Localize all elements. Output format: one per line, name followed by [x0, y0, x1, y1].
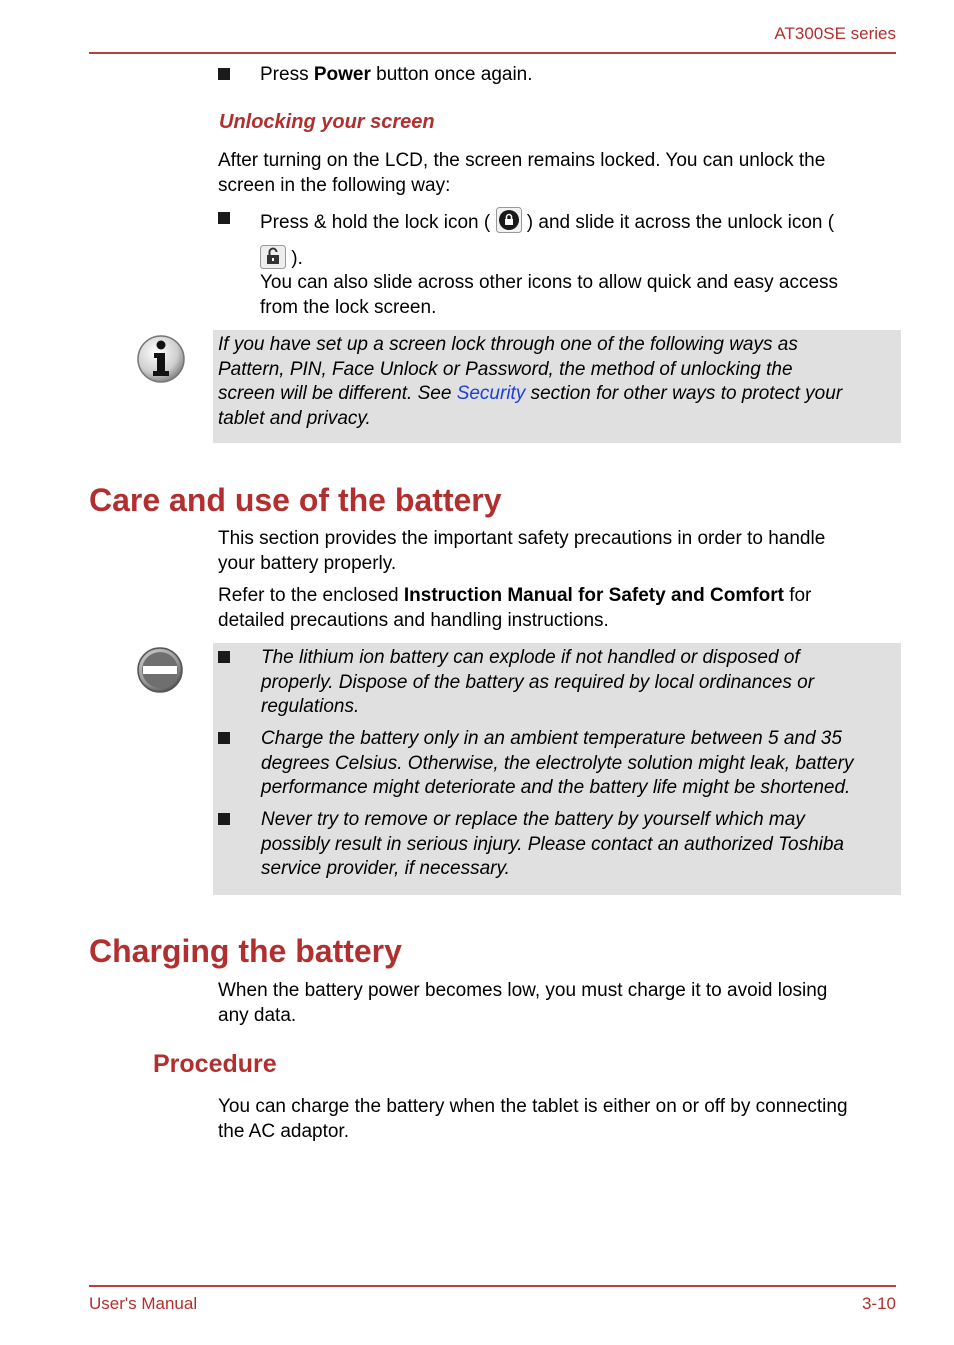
care-paragraph-2: [218, 584, 811, 633]
footer-manual: User's Manual: [89, 1294, 198, 1313]
charging-line: any data.: [218, 1004, 297, 1026]
warning-line: service provider, if necessary.: [261, 858, 510, 879]
info-note-line3-post: section for other ways to protect your: [525, 383, 843, 404]
care-p2-post: for: [783, 585, 812, 606]
lock-bullet-text: [260, 207, 900, 276]
power-bullet-post: button once again.: [370, 64, 533, 85]
care-p2-line: detailed precautions and handling instructions.: [218, 609, 609, 631]
warning-item: [261, 727, 853, 801]
charging-heading: Charging the battery: [89, 933, 402, 969]
header-series: AT300SE series: [774, 24, 896, 43]
lock-bullet-part1: Press & hold the lock icon (: [260, 212, 491, 233]
procedure-heading: Procedure: [153, 1050, 277, 1078]
bullet-marker: [218, 212, 230, 224]
security-link[interactable]: Security: [456, 383, 526, 404]
footer-page-number: 3-10: [861, 1294, 896, 1313]
charging-line: When the battery power becomes low, you must charge it to avoid losing: [218, 980, 828, 1001]
lock-icon: [496, 207, 522, 241]
warning-line: Never try to remove or replace the battery by yourself which may: [261, 809, 805, 830]
info-note-text: [218, 333, 842, 431]
warning-item: [261, 646, 814, 720]
bullet-marker: [218, 651, 230, 663]
bullet-marker: [218, 813, 230, 825]
warning-line: regulations.: [261, 696, 360, 717]
care-heading: Care and use of the battery: [89, 482, 502, 518]
unlocking-heading: Unlocking your screen: [219, 111, 435, 133]
warning-line: properly. Dispose of the battery as required by local ordinances or: [261, 671, 815, 693]
unlocking-para-line: After turning on the LCD, the screen remains locked. You can unlock the: [218, 150, 826, 171]
care-paragraph-1: [218, 527, 825, 576]
info-note-line: tablet and privacy.: [218, 407, 371, 429]
power-bullet-bold: Power: [313, 64, 371, 85]
prohibition-icon: [136, 646, 184, 699]
also-line: You can also slide across other icons to allow quick and easy access: [260, 272, 839, 293]
also-line: from the lock screen.: [260, 296, 437, 318]
care-p1-line: This section provides the important safety precautions in order to handle: [218, 528, 826, 549]
procedure-line: You can charge the battery when the tablet is either on or off by connecting: [218, 1096, 848, 1117]
info-note-line: [218, 382, 842, 407]
unlocking-paragraph: [218, 149, 825, 198]
warning-line: performance might deteriorate and the battery life might be shortened.: [261, 777, 851, 798]
care-p1-line: your battery properly.: [218, 552, 397, 574]
also-paragraph: [260, 271, 838, 320]
info-note-line: If you have set up a screen lock through one of the following ways as: [218, 334, 798, 355]
footer-rule: [89, 1285, 896, 1287]
info-note-line: Pattern, PIN, Face Unlock or Password, the method of unlocking the: [218, 358, 793, 380]
warning-line: The lithium ion battery can explode if not handled or disposed of: [261, 647, 800, 668]
warning-item: [261, 808, 844, 882]
bullet-marker: [218, 732, 230, 744]
header-rule: [89, 52, 896, 54]
procedure-line: the AC adaptor.: [218, 1120, 349, 1142]
info-note-line3-pre: screen will be different. See: [218, 383, 457, 404]
care-p2-pre: Refer to the enclosed: [218, 585, 404, 606]
care-p2-bold: Instruction Manual for Safety and Comfort: [403, 585, 784, 606]
warning-line: possibly result in serious injury. Please contact an authorized Toshiba: [261, 833, 844, 855]
lock-bullet-part2: ) and slide it across the unlock icon (: [526, 212, 835, 233]
power-bullet-text: [260, 63, 533, 88]
procedure-paragraph: [218, 1095, 848, 1144]
warning-line: degrees Celsius. Otherwise, the electrolyte solution might leak, battery: [261, 752, 854, 774]
bullet-marker: [218, 68, 230, 80]
info-icon: [136, 334, 186, 389]
warning-line: Charge the battery only in an ambient temperature between 5 and 35: [261, 728, 842, 749]
unlocking-para-line: screen in the following way:: [218, 174, 451, 196]
power-bullet-pre: Press: [260, 64, 314, 85]
lock-bullet-part3: ).: [291, 247, 303, 269]
charging-paragraph: [218, 979, 827, 1028]
